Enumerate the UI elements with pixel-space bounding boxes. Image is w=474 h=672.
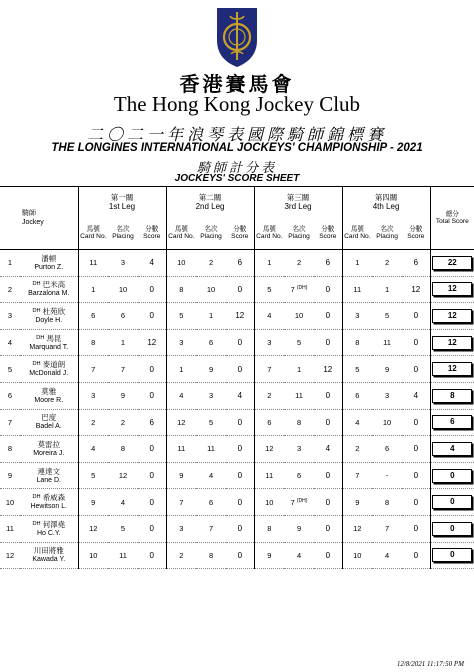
jockey-name: 連達文 Lane D.: [20, 462, 78, 489]
card-no-cell: 9: [78, 489, 108, 516]
placing-cell: 7: [108, 356, 138, 383]
table-row: [0, 250, 474, 277]
leg-3-header: 第三關 3rd Leg: [254, 187, 342, 218]
score-cell: 4: [226, 382, 254, 409]
total-score-box: 12: [432, 336, 472, 350]
placing-cell: 8: [284, 409, 314, 436]
card-no-cell: 8: [166, 276, 196, 303]
placing-cell: -: [372, 462, 402, 489]
placing-cell: 5: [284, 329, 314, 356]
row-number: 8: [0, 436, 20, 463]
score-cell: 0: [226, 489, 254, 516]
placing-header: 名次 Placing: [284, 217, 314, 250]
placing-cell: 11: [108, 542, 138, 569]
card-no-cell: 5: [166, 303, 196, 330]
placing-cell: 5: [196, 409, 226, 436]
placing-cell: 8: [108, 436, 138, 463]
card-no-cell: 8: [342, 329, 372, 356]
placing-cell: 5: [372, 303, 402, 330]
placing-cell: 11: [372, 329, 402, 356]
card-no-cell: 10: [254, 489, 284, 516]
dead-heat-marker: DH: [32, 307, 41, 314]
row-number: 9: [0, 462, 20, 489]
score-cell: 0: [314, 542, 342, 569]
card-no-cell: 10: [342, 542, 372, 569]
row-number: 2: [0, 276, 20, 303]
placing-cell: 3: [108, 250, 138, 277]
total-score-box: 0: [432, 469, 472, 483]
score-cell: 0: [138, 542, 166, 569]
score-cell: 0: [402, 409, 430, 436]
card-no-cell: 3: [166, 515, 196, 542]
score-cell: 6: [226, 250, 254, 277]
table-row: [0, 276, 474, 303]
total-score-box: 0: [432, 548, 472, 562]
placing-cell: 4: [372, 542, 402, 569]
card-no-cell: 9: [254, 542, 284, 569]
score-cell: 6: [314, 250, 342, 277]
score-cell: 12: [138, 329, 166, 356]
score-cell: 0: [314, 515, 342, 542]
total-score-box: 12: [432, 309, 472, 323]
score-cell: 0: [138, 276, 166, 303]
card-no-cell: 12: [254, 436, 284, 463]
score-cell: 0: [138, 489, 166, 516]
score-cell: 0: [314, 462, 342, 489]
score-cell: 12: [402, 276, 430, 303]
jockey-name: 莫雅 Moore R.: [20, 382, 78, 409]
score-sheet: [0, 186, 474, 569]
card-no-cell: 3: [78, 382, 108, 409]
placing-cell: 5: [108, 515, 138, 542]
dead-heat-marker: (DH): [296, 497, 308, 504]
card-no-cell: 7: [78, 356, 108, 383]
placing-cell: 6: [196, 489, 226, 516]
jockey-name: $^{DH}$ 馬昆 Marquand T.: [20, 329, 78, 356]
placing-cell: 6: [284, 462, 314, 489]
placing-cell: 4: [108, 489, 138, 516]
score-cell: 0: [138, 303, 166, 330]
placing-cell: 11: [284, 382, 314, 409]
score-cell: 12: [314, 356, 342, 383]
placing-cell: 8: [196, 542, 226, 569]
placing-cell: 4: [196, 462, 226, 489]
score-cell: 0: [138, 382, 166, 409]
card-no-cell: 1: [254, 250, 284, 277]
placing-cell: 7: [196, 515, 226, 542]
row-number: 12: [0, 542, 20, 569]
placing-cell: 1: [108, 329, 138, 356]
total-score-cell: [430, 436, 474, 463]
total-score-cell: [430, 542, 474, 569]
score-cell: 0: [314, 382, 342, 409]
score-cell: 0: [226, 276, 254, 303]
card-no-cell: 4: [342, 409, 372, 436]
card-no-cell: 2: [166, 542, 196, 569]
placing-cell: 3: [284, 436, 314, 463]
table-row: [0, 489, 474, 516]
score-cell: 0: [226, 515, 254, 542]
card-no-cell: 12: [78, 515, 108, 542]
hkjc-emblem-icon: [214, 6, 260, 68]
score-cell: 0: [226, 356, 254, 383]
card-no-cell: 4: [166, 382, 196, 409]
card-no-cell: 3: [342, 303, 372, 330]
placing-cell: 10: [108, 276, 138, 303]
row-number: 4: [0, 329, 20, 356]
jockey-name: $^{DH}$ 麥道朗 McDonald J.: [20, 356, 78, 383]
score-cell: 0: [138, 515, 166, 542]
card-no-cell: 10: [166, 250, 196, 277]
card-no-cell: 12: [166, 409, 196, 436]
card-no-cell: 7: [254, 356, 284, 383]
score-cell: 6: [138, 409, 166, 436]
placing-cell: 10: [372, 409, 402, 436]
card-no-cell: 1: [166, 356, 196, 383]
card-no-cell: 1: [78, 276, 108, 303]
jockey-name: 川田將雅 Kawada Y.: [20, 542, 78, 569]
score-cell: 0: [314, 303, 342, 330]
total-score-box: 12: [432, 282, 472, 296]
dead-heat-marker: DH: [32, 361, 41, 368]
score-header: 分數 Score: [402, 217, 430, 250]
placing-cell: 9: [108, 382, 138, 409]
jockey-name: $^{DH}$ 希威森 Hewitson L.: [20, 489, 78, 516]
card-no-cell: 11: [166, 436, 196, 463]
hkjc-logo: [214, 6, 260, 68]
card-no-header: 馬號 Card No.: [78, 217, 108, 250]
card-no-cell: 4: [254, 303, 284, 330]
placing-cell: 6: [196, 329, 226, 356]
score-cell: 6: [402, 250, 430, 277]
card-no-cell: 6: [78, 303, 108, 330]
total-score-box: 0: [432, 495, 472, 509]
card-no-cell: 8: [78, 329, 108, 356]
jockey-name: 巴度 Badel A.: [20, 409, 78, 436]
score-cell: 0: [402, 436, 430, 463]
card-no-header: 馬號 Card No.: [342, 217, 372, 250]
placing-cell: 7 $^{(DH)}$: [284, 276, 314, 303]
card-no-cell: 7: [166, 489, 196, 516]
leg-4-header: 第四關 4th Leg: [342, 187, 430, 218]
card-no-cell: 9: [166, 462, 196, 489]
score-cell: 0: [314, 329, 342, 356]
total-score-cell: [430, 276, 474, 303]
row-number: 6: [0, 382, 20, 409]
jockey-name: $^{DH}$ 何澤堯 Ho C.Y.: [20, 515, 78, 542]
placing-cell: 1: [372, 276, 402, 303]
org-name-zh: 香港賽馬會: [179, 72, 295, 96]
row-number: 10: [0, 489, 20, 516]
row-number: 3: [0, 303, 20, 330]
leg-2-header: 第二關 2nd Leg: [166, 187, 254, 218]
total-score-box: 6: [432, 415, 472, 429]
jockey-name: 莫雷拉 Moreira J.: [20, 436, 78, 463]
placing-cell: 10: [196, 276, 226, 303]
org-name-en: The Hong Kong Jockey Club: [113, 92, 361, 116]
score-cell: 0: [402, 542, 430, 569]
card-no-header: 馬號 Card No.: [166, 217, 196, 250]
card-no-cell: 11: [342, 276, 372, 303]
placing-header: 名次 Placing: [372, 217, 402, 250]
card-no-header: 馬號 Card No.: [254, 217, 284, 250]
total-score-cell: [430, 250, 474, 277]
score-cell: 0: [402, 356, 430, 383]
placing-cell: 7: [372, 515, 402, 542]
card-no-cell: 7: [342, 462, 372, 489]
row-number: 1: [0, 250, 20, 277]
score-cell: 0: [226, 409, 254, 436]
placing-cell: 8: [372, 489, 402, 516]
score-header: 分數 Score: [314, 217, 342, 250]
card-no-cell: 10: [78, 542, 108, 569]
competition-title-en: THE LONGINES INTERNATIONAL JOCKEYS' CHAMPIONSHIP - 2021: [51, 142, 423, 154]
placing-cell: 1: [284, 356, 314, 383]
card-no-cell: 5: [78, 462, 108, 489]
print-timestamp: 12/8/2021 11:17:50 PM: [396, 660, 464, 668]
score-cell: 0: [138, 462, 166, 489]
placing-cell: 6: [372, 436, 402, 463]
card-no-cell: 2: [78, 409, 108, 436]
placing-cell: 2: [372, 250, 402, 277]
card-no-cell: 1: [342, 250, 372, 277]
card-no-cell: 6: [254, 409, 284, 436]
card-no-cell: 5: [254, 276, 284, 303]
score-cell: 0: [138, 436, 166, 463]
table-row: [0, 515, 474, 542]
jockey-header: 騎師 Jockey: [0, 187, 78, 250]
card-no-cell: 11: [254, 462, 284, 489]
table-row: [0, 436, 474, 463]
score-cell: 0: [402, 489, 430, 516]
dead-heat-marker: DH: [32, 494, 41, 501]
card-no-cell: 11: [78, 250, 108, 277]
score-table: [0, 186, 474, 569]
jockey-name: $^{DH}$ 杜苑欣 Doyle H.: [20, 303, 78, 330]
table-row: [0, 382, 474, 409]
placing-cell: 3: [372, 382, 402, 409]
table-row: [0, 542, 474, 569]
jockey-name: 潘頓 Purton Z.: [20, 250, 78, 277]
total-score-cell: [430, 329, 474, 356]
placing-cell: 2: [108, 409, 138, 436]
table-row: [0, 303, 474, 330]
placing-cell: 4: [284, 542, 314, 569]
score-cell: 0: [226, 436, 254, 463]
placing-cell: 9: [196, 356, 226, 383]
total-score-cell: [430, 489, 474, 516]
dead-heat-marker: DH: [32, 281, 41, 288]
table-row: [0, 462, 474, 489]
total-score-cell: [430, 409, 474, 436]
score-cell: 0: [314, 409, 342, 436]
score-cell: 12: [226, 303, 254, 330]
total-score-cell: [430, 515, 474, 542]
dead-heat-marker: DH: [36, 334, 45, 341]
row-number: 11: [0, 515, 20, 542]
placing-cell: 7 $^{(DH)}$: [284, 489, 314, 516]
score-cell: 0: [226, 542, 254, 569]
card-no-cell: 3: [254, 329, 284, 356]
placing-cell: 10: [284, 303, 314, 330]
row-number: 7: [0, 409, 20, 436]
table-row: [0, 356, 474, 383]
total-score-cell: [430, 303, 474, 330]
placing-cell: 2: [284, 250, 314, 277]
placing-cell: 12: [108, 462, 138, 489]
total-score-box: 0: [432, 522, 472, 536]
card-no-cell: 9: [342, 489, 372, 516]
placing-header: 名次 Placing: [108, 217, 138, 250]
placing-cell: 2: [196, 250, 226, 277]
sheet-title-zh: 騎師計分表: [196, 161, 277, 176]
card-no-cell: 2: [254, 382, 284, 409]
placing-cell: 9: [372, 356, 402, 383]
card-no-cell: 8: [254, 515, 284, 542]
score-header: 分數 Score: [138, 217, 166, 250]
table-row: [0, 409, 474, 436]
score-cell: 0: [226, 329, 254, 356]
card-no-cell: 12: [342, 515, 372, 542]
score-cell: 0: [402, 329, 430, 356]
total-score-box: 8: [432, 389, 472, 403]
placing-cell: 9: [284, 515, 314, 542]
placing-cell: 3: [196, 382, 226, 409]
score-header: 分數 Score: [226, 217, 254, 250]
leg-1-header: 第一關 1st Leg: [78, 187, 166, 218]
total-score-cell: [430, 462, 474, 489]
row-number: 5: [0, 356, 20, 383]
total-score-cell: [430, 382, 474, 409]
card-no-cell: 2: [342, 436, 372, 463]
placing-cell: 1: [196, 303, 226, 330]
score-cell: 0: [402, 515, 430, 542]
score-cell: 0: [314, 489, 342, 516]
placing-cell: 11: [196, 436, 226, 463]
competition-title-zh: 二〇二一年浪琴表國際騎師錦標賽: [86, 125, 387, 144]
table-row: [0, 329, 474, 356]
sheet-title-en: JOCKEYS' SCORE SHEET: [174, 173, 300, 184]
score-cell: 0: [226, 462, 254, 489]
dead-heat-marker: (DH): [296, 284, 308, 291]
score-cell: 0: [402, 462, 430, 489]
placing-header: 名次 Placing: [196, 217, 226, 250]
score-cell: 4: [402, 382, 430, 409]
jockey-name: $^{DH}$ 巴米高 Barzalona M.: [20, 276, 78, 303]
total-score-box: 22: [432, 256, 472, 270]
card-no-cell: 4: [78, 436, 108, 463]
score-cell: 0: [138, 356, 166, 383]
score-cell: 0: [402, 303, 430, 330]
total-score-box: 12: [432, 362, 472, 376]
total-score-header: 總分 Total Score: [430, 187, 474, 250]
total-score-box: 4: [432, 442, 472, 456]
placing-cell: 6: [108, 303, 138, 330]
score-cell: 0: [314, 276, 342, 303]
card-no-cell: 5: [342, 356, 372, 383]
card-no-cell: 6: [342, 382, 372, 409]
card-no-cell: 3: [166, 329, 196, 356]
total-score-cell: [430, 356, 474, 383]
score-cell: 4: [138, 250, 166, 277]
score-cell: 4: [314, 436, 342, 463]
dead-heat-marker: DH: [32, 520, 41, 527]
